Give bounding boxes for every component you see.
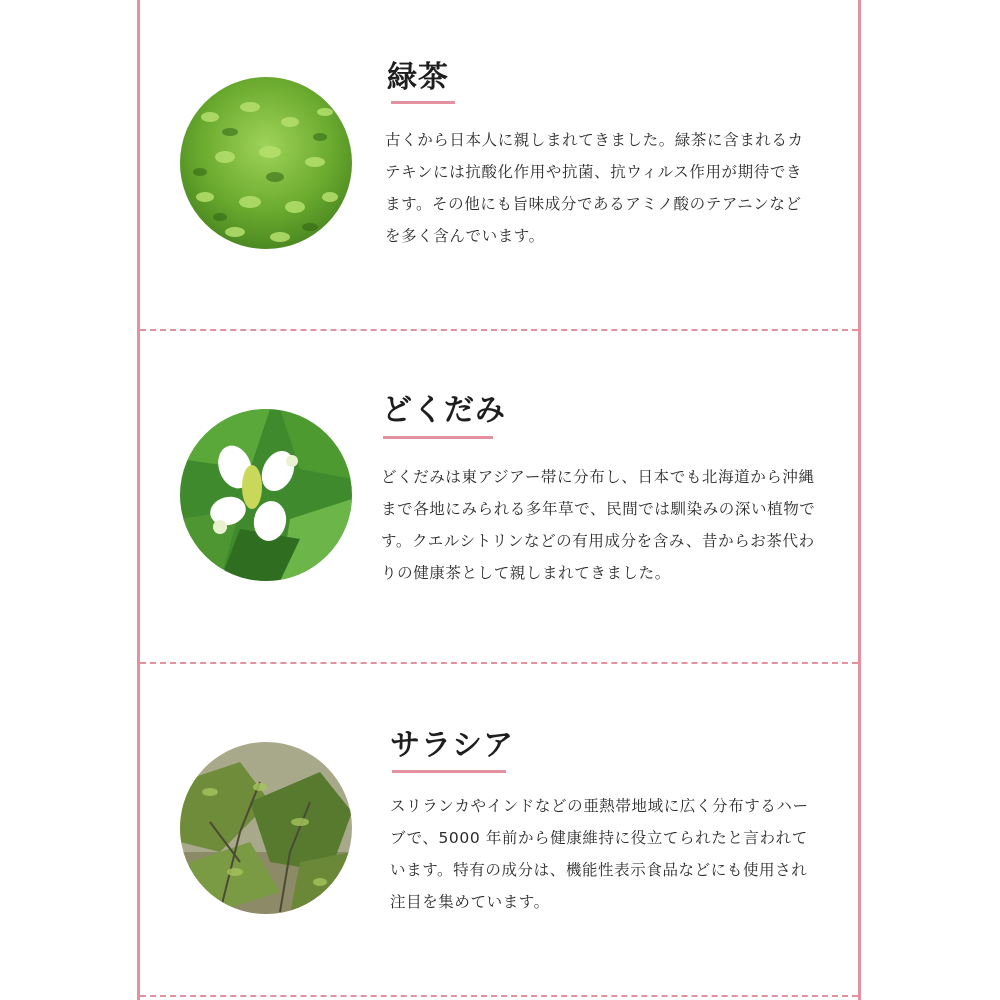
section-salacia: [140, 664, 858, 994]
description-line: りの健康茶として親しまれてきました。: [381, 564, 671, 582]
description-line: を多く含んでいます。: [385, 227, 545, 245]
dokudami-flower-icon: [180, 409, 352, 581]
green-tea-field-icon: [180, 77, 352, 249]
description-line: います。特有の成分は、機能性表示食品などにも使用され: [390, 861, 808, 879]
section-description: [385, 124, 815, 252]
dokudami-photo: [180, 409, 352, 581]
title-underline: [392, 770, 506, 773]
green-tea-photo: [180, 77, 352, 249]
description-line: ます。その他にも旨味成分であるアミノ酸のテアニンなど: [385, 195, 802, 213]
description-line: 古くから日本人に親しまれてきました。緑茶に含まれるカ: [385, 131, 804, 149]
salacia-photo: [180, 742, 352, 914]
description-line: 注目を集めています。: [390, 893, 550, 911]
section-divider: [140, 995, 858, 997]
section-title: 緑茶: [387, 60, 449, 95]
description-line: テキンには抗酸化作用や抗菌、抗ウィルス作用が期待でき: [385, 163, 803, 181]
section-title: どくだみ: [382, 393, 506, 428]
section-title: サラシア: [390, 728, 514, 763]
salacia-shrub-icon: [180, 742, 352, 914]
section-description: [390, 790, 820, 918]
section-green-tea: [140, 0, 858, 330]
title-underline: [383, 436, 493, 439]
description-line: ブで、5000 年前から健康維持に役立てられたと言われて: [390, 829, 808, 847]
title-underline: [391, 101, 455, 104]
section-dokudami: [140, 331, 858, 661]
description-line: スリランカやインドなどの亜熱帯地域に広く分布するハー: [390, 797, 809, 815]
section-description: [381, 461, 816, 589]
description-line: す。クエルシトリンなどの有用成分を含み、昔からお茶代わ: [381, 532, 815, 550]
description-line: まで各地にみられる多年草で、民間では馴染みの深い植物で: [381, 500, 816, 518]
description-line: どくだみは東アジアー帯に分布し、日本でも北海道から沖縄: [381, 468, 815, 486]
